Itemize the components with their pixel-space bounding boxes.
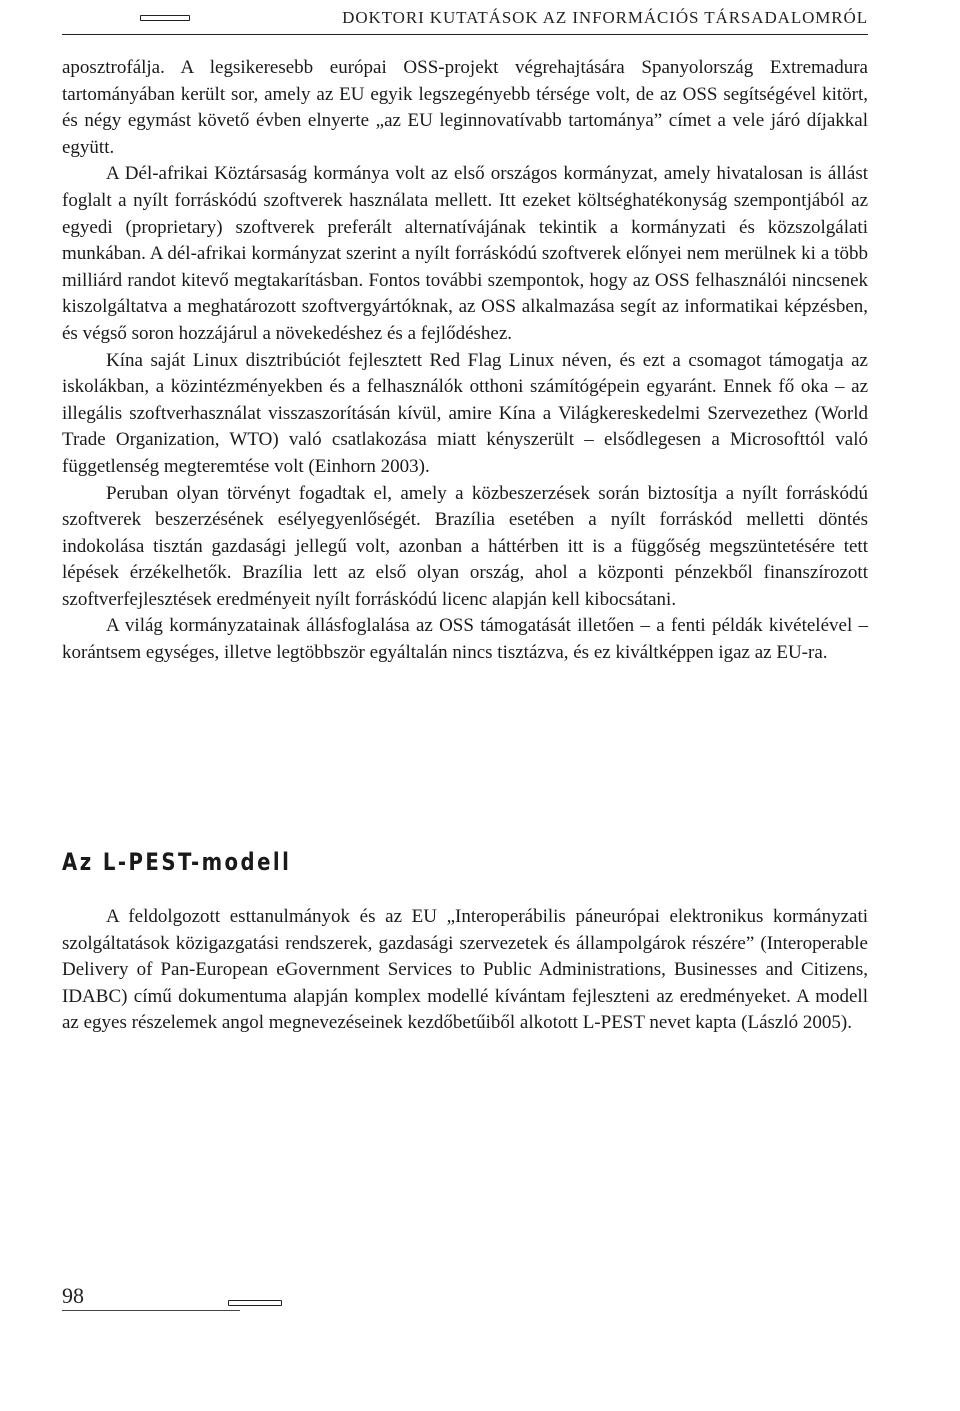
paragraph-china: Kína saját Linux disztribúciót fejlesztett Red Flag Linux néven, és ezt a csomagot támogatja az iskolákban, a közintézményekben és a felhasználók otthoni számítógépein egyaránt. Ennek fő oka – az illegális szoftverhasználat visszaszorításán kívül, amire Kína a Világkereskedelmi Szervezethez (World Trade Organization, WTO) való csatlakozása miatt kényszerült – elsődlegesen a Microsofttól való függetlenség megteremtése volt (Einhorn 2003).	[62, 349, 868, 477]
page-number: 98	[62, 1283, 84, 1308]
footer-rule	[62, 1310, 240, 1311]
paragraph-peru-brazil: Peruban olyan törvényt fogadtak el, amely a közbeszerzések során biztosítja a nyílt forráskódú szoftverek beszerzésének esélyegyenlőségét. Brazília esetében a nyílt forráskód melletti döntés indokolása tisztán gazdasági jellegű volt, azonban a háttérben itt is a függőség megszüntetésére tett lépések érzékelhetők. Brazília lett az első olyan ország, ahol a központi pénzekből finanszírozott szoftverfejlesztések eredményeit nyílt forráskódú licenc alapján kell kibocsátani.	[62, 482, 868, 610]
section-heading: Az L-PEST-modell	[62, 848, 292, 876]
body-text-top	[62, 55, 868, 667]
paragraph-south-africa: A Dél-afrikai Köztársaság kormánya volt az első országos kormányzat, amely hivatalosan is állást foglalt a nyílt forráskódú szoftverek használata mellett. Itt ezeket költséghatékonyság szempontjából az egyedi (proprietary) szoftverek preferált alternatívájának tekintik a kormányzati és közszolgálati munkában. A dél-afrikai kormányzat szerint a nyílt forráskódú szoftverek előnyei nem merülnek ki a több milliárd randot kitevő megtakarításban. Fontos további szempontok, hogy az OSS felhasználói nincsenek kiszolgáltatva a meghatározott szoftvergyártóknak, az OSS alkalmazása segít az informatikai képzésben, és végső soron hozzájárul a növekedéshez és a fejlődéshez.	[62, 163, 868, 344]
running-header	[62, 4, 868, 35]
paragraph-world-governments: A világ kormányzatainak állásfoglalása az OSS támogatását illetően – a fenti példák kivételével – korántsem egységes, illetve legtöbbször egyáltalán nincs tisztázva, és ez kiváltképpen igaz az EU-ra.	[62, 615, 868, 664]
footer-ornament	[228, 1300, 282, 1306]
paragraph-lpest-intro: A feldolgozott esttanulmányok és az EU „Interoperábilis páneurópai elektronikus kormányzati szolgáltatások közigazgatási rendszerek, gazdasági szervezetek és állampolgárok részére” (Interoperable Delivery of Pan-European eGovernment Services to Public Administrations, Businesses and Citizens, IDABC) című dokumentuma alapján komplex modellé kívántam fejleszteni az eredményeket. A modell az egyes részelemek angol megnevezéseinek kezdőbetűiből alkotott L-PEST nevet kapta (László 2005).	[62, 906, 868, 1034]
paragraph-continued: aposztrofálja. A legsikeresebb európai OSS-projekt végrehajtására Spanyolország Extremadura tartományában került sor, amely az EU egyik legszegényebb térsége volt, de az OSS segítségével kitört, és négy egymást követő évben elnyerte „az EU leginnovatívabb tartománya” címet a vele járó díjakkal együtt.	[62, 57, 868, 158]
body-text-section	[62, 904, 868, 1037]
running-title: DOKTORI KUTATÁSOK AZ INFORMÁCIÓS TÁRSADALOMRÓL	[342, 8, 868, 27]
header-ornament	[140, 15, 190, 21]
